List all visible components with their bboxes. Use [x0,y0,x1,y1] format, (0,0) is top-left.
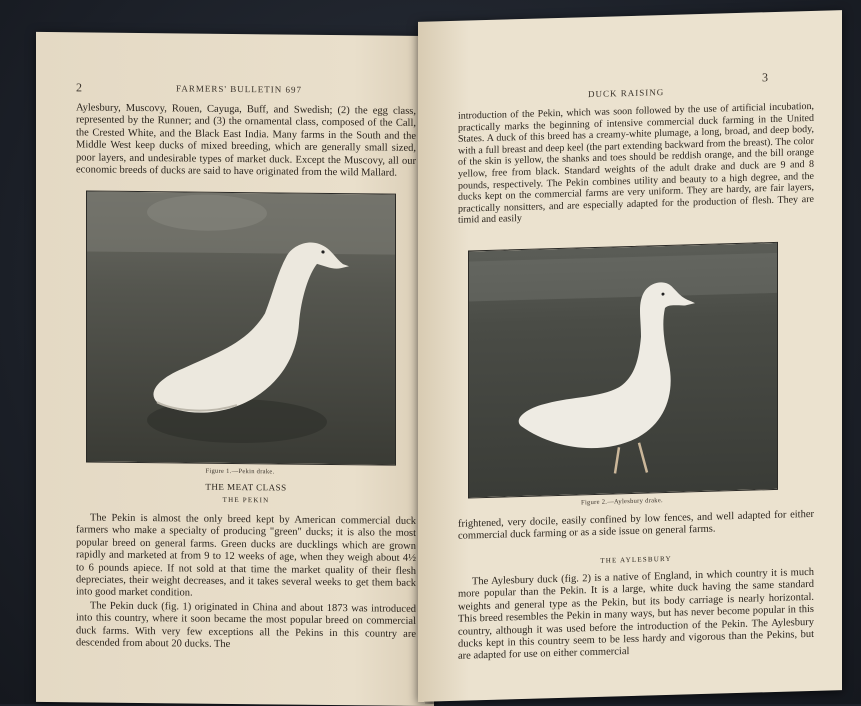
aylesbury-subheading: THE AYLESBURY [600,554,672,565]
figure-2-caption: Figure 2.—Aylesbury drake. [581,497,663,507]
right-top-paragraph: introduction of the Pekin, which was soon followed by the use of artificial incubation, practically marks the beginning of intensive commercial duck farming in the United States. A duck of this breed has a creamy-white plumage, a long, broad, and deep body, with a full breast and deep keel (the part extending backward from the breast). The color of the skin is yellow, the shanks and toes should be reddish orange, and the bill orange yellow, free from black. Standard weights of the adult drake and duck are 9 and 8 pounds, respectively. The Pekin combines utility and beauty to a high degree, and the ducks kept on the commercial farms are very uniform. They are hardy, are fair layers, practically nonsitters, and are especially adapted for the production of flesh. They are timid and easily [458,100,814,227]
right-running-head: DUCK RAISING [588,87,665,100]
right-page-number: 3 [762,70,768,85]
figure-2-photo [468,242,778,499]
pekin-drake-image [87,191,395,464]
left-paragraph-1: The Pekin is almost the only breed kept by American commercial duck farmers who make a specialty of producing "green" ducks; it is also the most popular breed on general farms. Green ducks are ducklings which are grown rapidly and marketed at from 9 to 12 weeks of age, when they weigh about 4½ to 6 pounds apiece. If not sold at that time the market quality of their flesh depreciates, their weight decreases, and it takes several weeks to get them back into good market condition. [76,512,416,599]
left-running-head: FARMERS' BULLETIN 697 [176,83,302,95]
pekin-subheading: THE PEKIN [222,495,270,505]
figure-1-photo [86,190,396,465]
aylesbury-drake-image [469,243,777,498]
left-page [36,32,434,706]
right-paragraph-1: frightened, very docile, easily confined by low fences, and well adapted for either commercial duck farming or as a side issue on general farms. [458,508,814,543]
left-paragraph-2: The Pekin duck (fig. 1) originated in China and about 1873 was introduced into this country, where it soon became the most popular breed on commercial duck farms. With very few exceptions all the Pekins in this country are descended from about 20 ducks. The [76,600,416,651]
meat-class-heading: THE MEAT CLASS [205,481,287,493]
right-paragraph-2: The Aylesbury duck (fig. 2) is a native of England, in which country it is much more popular than the Pekin. It is a large, white duck having the same standard weights and general type as the Pekin, but its body carriage is nearly horizontal. This breed resembles the Pekin in many ways, but has never become popular in this country, although it was used before the introduction of the Pekin. The Aylesbury ducks kept in this country seem to be less hardy and vigorous than the Pekins, but are adapted for use on either commercial [458,566,814,663]
right-page [418,10,842,702]
left-top-paragraph: Aylesbury, Muscovy, Rouen, Cayuga, Buff, and Swedish; (2) the egg class, represented by the Runner; and (3) the ornamental class, composed of the Call, the Crested White, and the Black East India. Many farms in the South and the Middle West keep ducks of mixed breeding, which are generally small sized, poor layers, and undesirable types of market duck. Except the Muscovy, all our economic breeds of ducks are said to have originated from the wild Mallard. [76,102,416,179]
figure-1-caption: Figure 1.—Pekin drake. [205,467,275,476]
left-page-number: 2 [76,80,82,95]
